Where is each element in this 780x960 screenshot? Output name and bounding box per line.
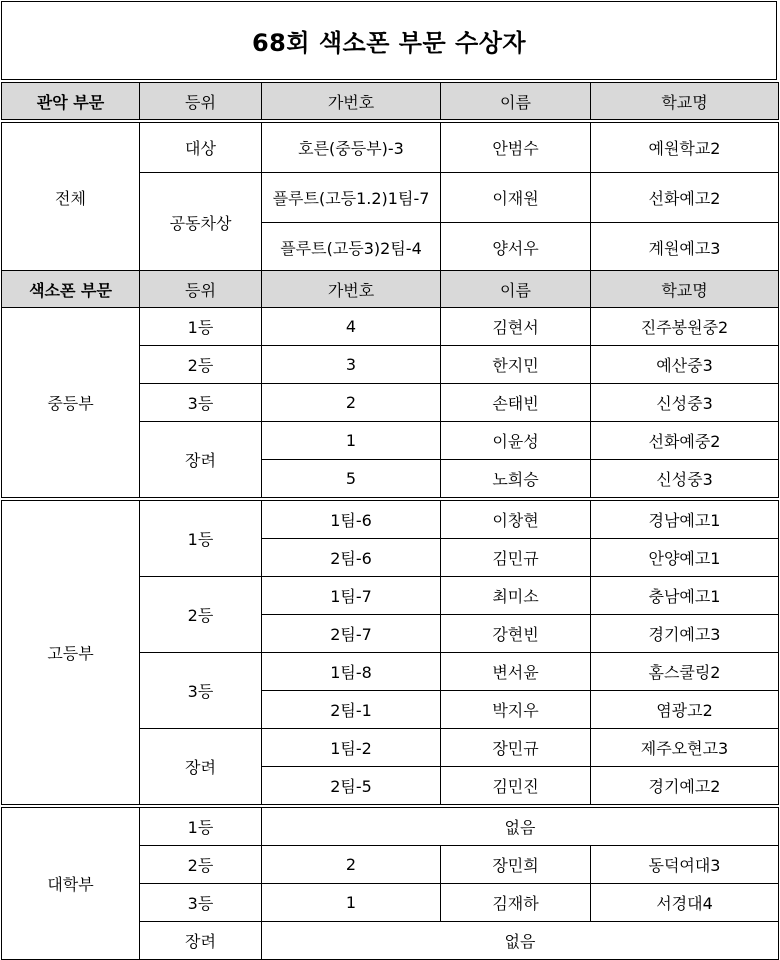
number-cell: 2팀-1 (262, 691, 441, 729)
name-cell: 박지우 (441, 691, 591, 729)
name-cell: 장민희 (441, 846, 591, 884)
header-number: 가번호 (262, 271, 441, 308)
school-cell: 경남예고1 (591, 501, 779, 539)
number-cell: 1팀-2 (262, 729, 441, 767)
header-rank: 등위 (140, 271, 262, 308)
none-cell: 없음 (262, 922, 779, 960)
number-cell: 1 (262, 884, 441, 922)
rank-cell: 3등 (140, 653, 262, 729)
number-cell: 2팀-7 (262, 615, 441, 653)
group-label: 중등부 (2, 308, 140, 498)
school-cell: 동덕여대3 (591, 846, 779, 884)
name-cell: 이창현 (441, 501, 591, 539)
school-cell: 선화예중2 (591, 422, 779, 460)
table-row (2, 808, 779, 846)
name-cell: 장민규 (441, 729, 591, 767)
number-cell: 1 (262, 422, 441, 460)
school-cell: 예원학교2 (591, 123, 779, 173)
name-cell: 이윤성 (441, 422, 591, 460)
name-cell: 노희승 (441, 460, 591, 498)
header-school: 학교명 (591, 271, 779, 308)
group-label: 전체 (2, 123, 140, 273)
title-box (1, 1, 777, 80)
number-cell: 플루트(고등3)2팀-4 (262, 223, 441, 273)
number-cell: 2팀-5 (262, 767, 441, 805)
table-row (2, 308, 779, 346)
wind-table (1, 82, 779, 273)
number-cell: 4 (262, 308, 441, 346)
number-cell: 2 (262, 846, 441, 884)
number-cell: 호른(중등부)-3 (262, 123, 441, 173)
school-cell: 홈스쿨링2 (591, 653, 779, 691)
header-school: 학교명 (591, 83, 779, 120)
number-cell: 2팀-6 (262, 539, 441, 577)
name-cell: 한지민 (441, 346, 591, 384)
rank-cell: 3등 (140, 884, 262, 922)
header-section: 관악 부문 (2, 83, 140, 120)
name-cell: 김현서 (441, 308, 591, 346)
group-label: 대학부 (2, 808, 140, 960)
rank-cell: 2등 (140, 846, 262, 884)
number-cell: 1팀-6 (262, 501, 441, 539)
wind-header-row (2, 83, 779, 120)
header-section: 색소폰 부문 (2, 271, 140, 308)
number-cell: 1팀-8 (262, 653, 441, 691)
school-cell: 신성중3 (591, 460, 779, 498)
school-cell: 선화예고2 (591, 173, 779, 223)
table-row (2, 123, 779, 173)
sax-header-row (2, 271, 779, 308)
header-rank: 등위 (140, 83, 262, 120)
name-cell: 강현빈 (441, 615, 591, 653)
name-cell: 이재원 (441, 173, 591, 223)
name-cell: 안범수 (441, 123, 591, 173)
school-cell: 서경대4 (591, 884, 779, 922)
school-cell: 경기예고2 (591, 767, 779, 805)
rank-cell: 3등 (140, 384, 262, 422)
rank-cell: 장려 (140, 422, 262, 498)
header-name: 이름 (441, 83, 591, 120)
rank-cell: 대상 (140, 123, 262, 173)
school-cell: 염광고2 (591, 691, 779, 729)
number-cell: 3 (262, 346, 441, 384)
page-title: 68회 색소폰 부문 수상자 (251, 29, 527, 57)
rank-cell: 2등 (140, 577, 262, 653)
name-cell: 손태빈 (441, 384, 591, 422)
name-cell: 변서윤 (441, 653, 591, 691)
none-cell: 없음 (262, 808, 779, 846)
number-cell: 2 (262, 384, 441, 422)
school-cell: 계원예고3 (591, 223, 779, 273)
school-cell: 경기예고3 (591, 615, 779, 653)
rank-cell: 1등 (140, 308, 262, 346)
name-cell: 김민진 (441, 767, 591, 805)
school-cell: 제주오현고3 (591, 729, 779, 767)
number-cell: 5 (262, 460, 441, 498)
rank-cell: 1등 (140, 808, 262, 846)
rank-cell: 2등 (140, 346, 262, 384)
group-label: 고등부 (2, 501, 140, 805)
name-cell: 김민규 (441, 539, 591, 577)
school-cell: 안양예고1 (591, 539, 779, 577)
rank-cell: 공동차상 (140, 173, 262, 273)
number-cell: 1팀-7 (262, 577, 441, 615)
rank-cell: 1등 (140, 501, 262, 577)
number-cell: 플루트(고등1.2)1팀-7 (262, 173, 441, 223)
header-number: 가번호 (262, 83, 441, 120)
header-name: 이름 (441, 271, 591, 308)
name-cell: 양서우 (441, 223, 591, 273)
school-cell: 신성중3 (591, 384, 779, 422)
school-cell: 진주봉원중2 (591, 308, 779, 346)
school-cell: 예산중3 (591, 346, 779, 384)
school-cell: 충남예고1 (591, 577, 779, 615)
rank-cell: 장려 (140, 729, 262, 805)
sax-table (1, 270, 779, 960)
table-row (2, 501, 779, 539)
rank-cell: 장려 (140, 922, 262, 960)
name-cell: 최미소 (441, 577, 591, 615)
name-cell: 김재하 (441, 884, 591, 922)
